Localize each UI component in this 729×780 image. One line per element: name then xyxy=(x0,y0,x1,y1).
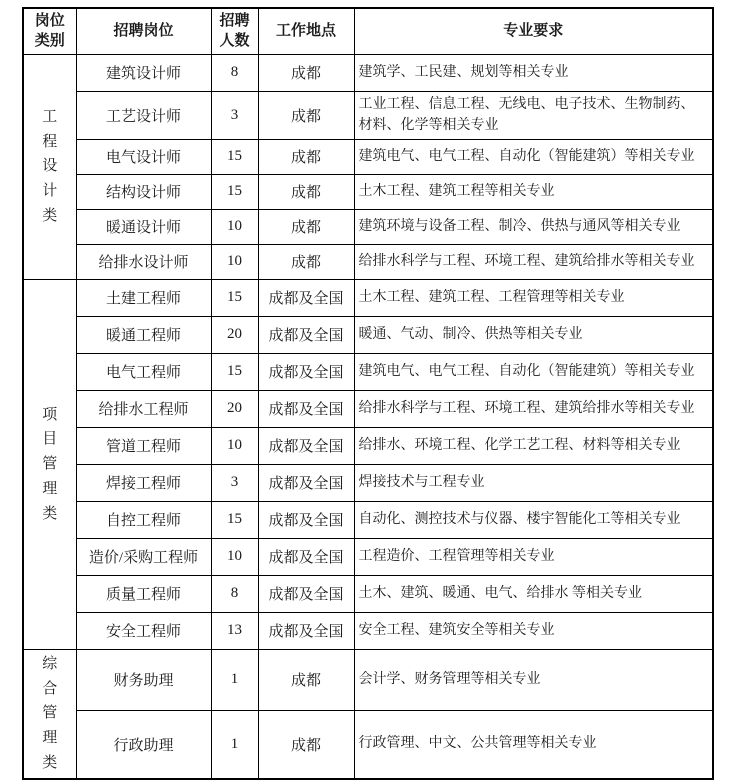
position-cell: 安全工程师 xyxy=(76,612,211,649)
category-cell-general-management xyxy=(23,649,76,778)
requirements-cell: 土木、建筑、暖通、电气、给排水 等相关专业 xyxy=(354,575,713,612)
category-label: 综合管理类 xyxy=(42,655,58,771)
position-cell: 暖通工程师 xyxy=(76,316,211,353)
category-cell-engineering-design xyxy=(23,54,76,279)
position-cell: 焊接工程师 xyxy=(76,464,211,501)
position-cell: 结构设计师 xyxy=(76,174,211,209)
position-cell: 暖通设计师 xyxy=(76,209,211,244)
location-cell: 成都 xyxy=(258,649,354,710)
count-cell: 1 xyxy=(211,710,258,778)
location-cell: 成都及全国 xyxy=(258,464,354,501)
requirements-cell: 建筑环境与设备工程、制冷、供热与通风等相关专业 xyxy=(354,209,713,244)
table-row xyxy=(23,612,713,649)
table-row xyxy=(23,501,713,538)
location-cell: 成都 xyxy=(258,244,354,279)
table-row xyxy=(23,538,713,575)
table-row xyxy=(23,390,713,427)
category-label: 项目管理类 xyxy=(42,406,58,522)
requirements-cell: 焊接技术与工程专业 xyxy=(354,464,713,501)
position-cell: 造价/采购工程师 xyxy=(76,538,211,575)
col-header-requirements: 专业要求 xyxy=(354,8,713,54)
location-cell: 成都及全国 xyxy=(258,390,354,427)
count-cell: 10 xyxy=(211,427,258,464)
location-cell: 成都及全国 xyxy=(258,427,354,464)
requirements-cell: 土木工程、建筑工程等相关专业 xyxy=(354,174,713,209)
table-row xyxy=(23,464,713,501)
table-row xyxy=(23,91,713,139)
count-cell: 20 xyxy=(211,390,258,427)
table-row xyxy=(23,139,713,174)
count-cell: 15 xyxy=(211,501,258,538)
location-cell: 成都 xyxy=(258,174,354,209)
location-cell: 成都及全国 xyxy=(258,353,354,390)
position-cell: 建筑设计师 xyxy=(76,54,211,91)
table-row xyxy=(23,353,713,390)
location-cell: 成都 xyxy=(258,91,354,139)
requirements-cell: 建筑电气、电气工程、自动化（智能建筑）等相关专业 xyxy=(354,139,713,174)
position-cell: 电气设计师 xyxy=(76,139,211,174)
table-row xyxy=(23,174,713,209)
recruitment-table xyxy=(22,7,714,780)
requirements-cell: 安全工程、建筑安全等相关专业 xyxy=(354,612,713,649)
position-cell: 给排水工程师 xyxy=(76,390,211,427)
location-cell: 成都及全国 xyxy=(258,538,354,575)
count-cell: 10 xyxy=(211,244,258,279)
table-row xyxy=(23,427,713,464)
count-cell: 15 xyxy=(211,174,258,209)
count-cell: 8 xyxy=(211,575,258,612)
table-row xyxy=(23,710,713,778)
count-cell: 15 xyxy=(211,353,258,390)
requirements-cell: 工业工程、信息工程、无线电、电子技术、生物制药、材料、化学等相关专业 xyxy=(354,91,713,139)
table-row xyxy=(23,209,713,244)
location-cell: 成都及全国 xyxy=(258,316,354,353)
count-cell: 3 xyxy=(211,91,258,139)
table-row xyxy=(23,244,713,279)
table-row xyxy=(23,575,713,612)
location-cell: 成都及全国 xyxy=(258,575,354,612)
count-cell: 1 xyxy=(211,649,258,710)
count-cell: 10 xyxy=(211,538,258,575)
count-cell: 15 xyxy=(211,279,258,316)
col-header-position: 招聘岗位 xyxy=(76,8,211,54)
recruitment-table-container xyxy=(22,7,714,780)
table-row xyxy=(23,54,713,91)
location-cell: 成都 xyxy=(258,139,354,174)
location-cell: 成都及全国 xyxy=(258,279,354,316)
requirements-cell: 给排水科学与工程、环境工程、建筑给排水等相关专业 xyxy=(354,244,713,279)
location-cell: 成都 xyxy=(258,710,354,778)
count-cell: 15 xyxy=(211,139,258,174)
position-cell: 土建工程师 xyxy=(76,279,211,316)
requirements-cell: 建筑电气、电气工程、自动化（智能建筑）等相关专业 xyxy=(354,353,713,390)
position-cell: 电气工程师 xyxy=(76,353,211,390)
table-row xyxy=(23,649,713,710)
table-row xyxy=(23,316,713,353)
category-label: 工程设计类 xyxy=(42,108,58,224)
location-cell: 成都及全国 xyxy=(258,501,354,538)
table-header-row xyxy=(23,8,713,54)
table-row xyxy=(23,279,713,316)
requirements-cell: 土木工程、建筑工程、工程管理等相关专业 xyxy=(354,279,713,316)
requirements-cell: 行政管理、中文、公共管理等相关专业 xyxy=(354,710,713,778)
position-cell: 管道工程师 xyxy=(76,427,211,464)
position-cell: 自控工程师 xyxy=(76,501,211,538)
requirements-cell: 暖通、气动、制冷、供热等相关专业 xyxy=(354,316,713,353)
requirements-cell: 建筑学、工民建、规划等相关专业 xyxy=(354,54,713,91)
location-cell: 成都及全国 xyxy=(258,612,354,649)
count-cell: 13 xyxy=(211,612,258,649)
position-cell: 工艺设计师 xyxy=(76,91,211,139)
requirements-cell: 给排水科学与工程、环境工程、建筑给排水等相关专业 xyxy=(354,390,713,427)
requirements-cell: 自动化、测控技术与仪器、楼宇智能化工等相关专业 xyxy=(354,501,713,538)
requirements-cell: 工程造价、工程管理等相关专业 xyxy=(354,538,713,575)
col-header-location: 工作地点 xyxy=(258,8,354,54)
position-cell: 财务助理 xyxy=(76,649,211,710)
requirements-cell: 给排水、环境工程、化学工艺工程、材料等相关专业 xyxy=(354,427,713,464)
count-cell: 8 xyxy=(211,54,258,91)
count-cell: 20 xyxy=(211,316,258,353)
category-cell-project-management xyxy=(23,279,76,649)
position-cell: 质量工程师 xyxy=(76,575,211,612)
location-cell: 成都 xyxy=(258,54,354,91)
col-header-category: 岗位类别 xyxy=(23,8,76,54)
position-cell: 行政助理 xyxy=(76,710,211,778)
location-cell: 成都 xyxy=(258,209,354,244)
position-cell: 给排水设计师 xyxy=(76,244,211,279)
col-header-count: 招聘人数 xyxy=(211,8,258,54)
count-cell: 3 xyxy=(211,464,258,501)
requirements-cell: 会计学、财务管理等相关专业 xyxy=(354,649,713,710)
count-cell: 10 xyxy=(211,209,258,244)
